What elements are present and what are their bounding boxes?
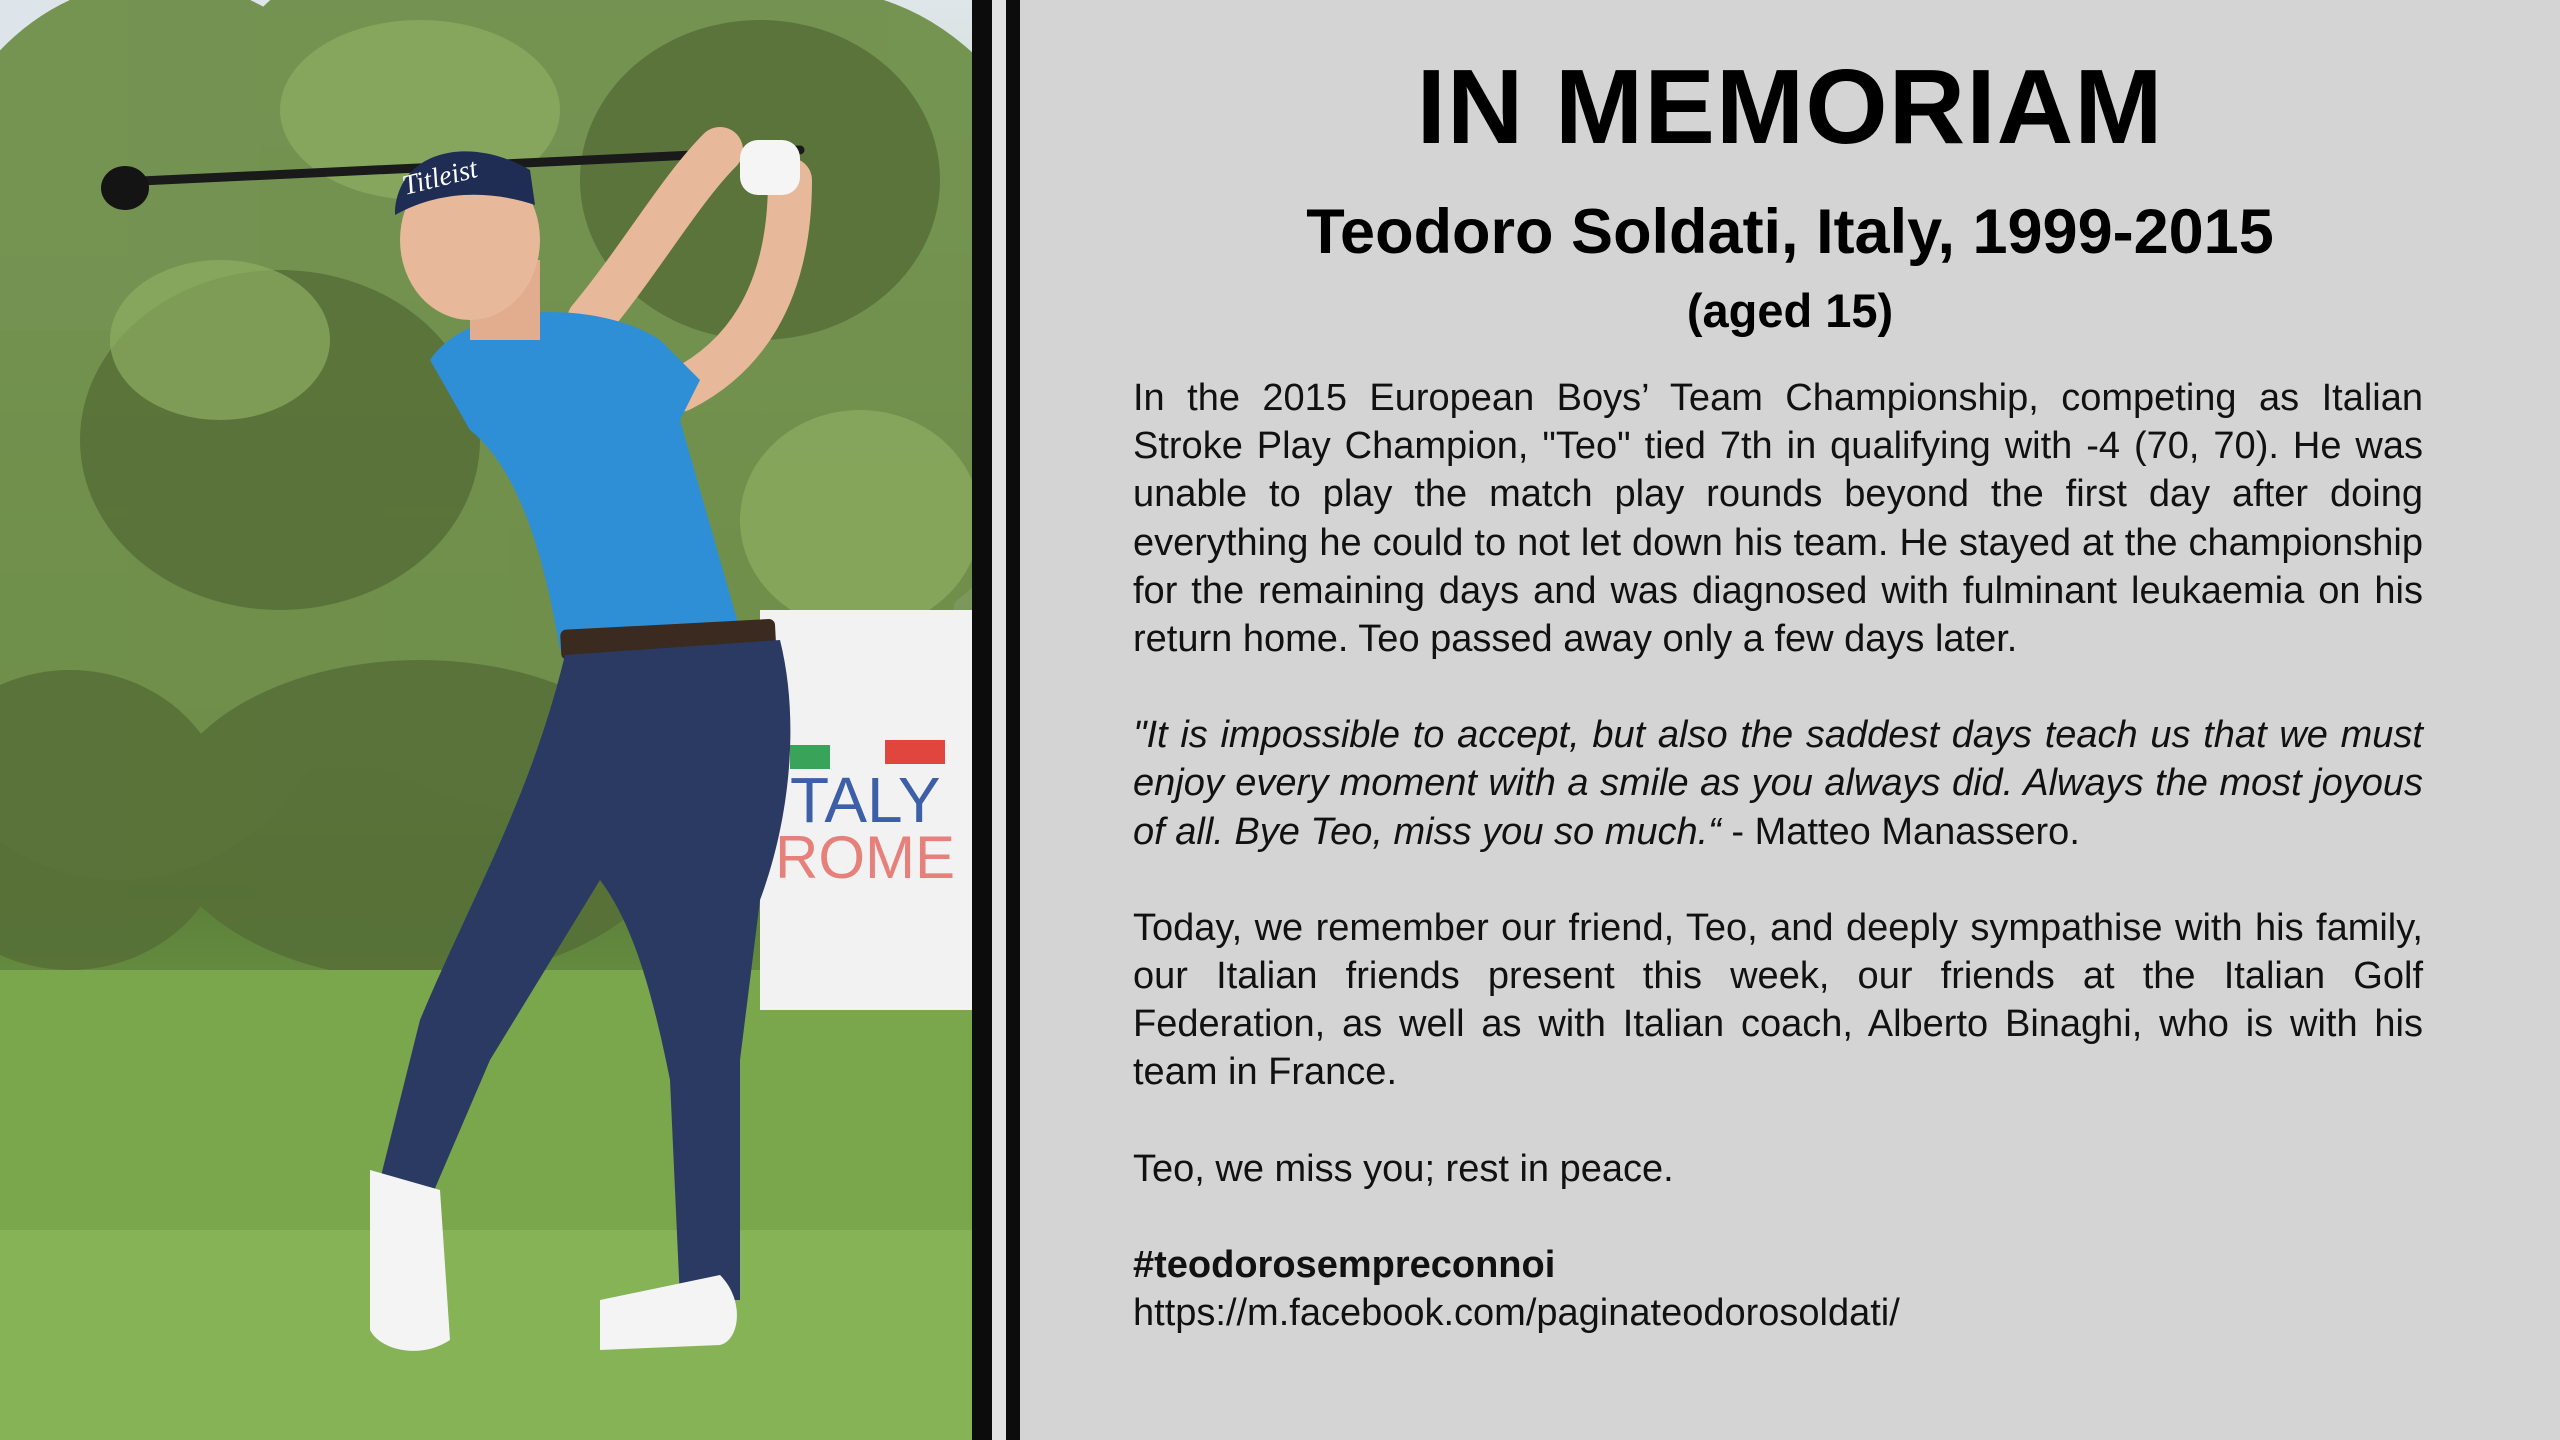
- page-title: IN MEMORIAM: [1416, 48, 2164, 166]
- paragraph-sympathy: Today, we remember our friend, Teo, and deeply sympathise with his family, our Italian friends present this week, our friends at the Italian Golf Federation, as well as with Italian coach, Alberto Binaghi, who is with his team in France.: [1133, 906, 2423, 1094]
- svg-text:Titleist: Titleist: [399, 153, 481, 202]
- paragraph-quote: [1133, 711, 2423, 856]
- memorial-subtitle: Teodoro Soldati, Italy, 1999-2015: [1306, 197, 2274, 267]
- paragraph-championship: In the 2015 European Boys’ Team Championship, competing as Italian Stroke Play Champion, "Teo" tied 7th in qualifying with -4 (70, 70). He was unable to play the match play rounds beyond the first day after doing everything he could to not let down his team. He stayed at the championship for the remaining days and was diagnosed with fulminant leukaemia on his return home. Teo passed away only a few days later.: [1133, 377, 2423, 661]
- memorial-body: [1133, 374, 2423, 1337]
- sign-text-top: TALY: [790, 764, 941, 836]
- facebook-link[interactable]: https://m.facebook.com/paginateodorosoldati/: [1133, 1292, 1900, 1335]
- hashtag[interactable]: #teodorosempreconnoi: [1133, 1243, 1556, 1286]
- golfer-illustration: [0, 0, 972, 1440]
- separator-bar-left: [972, 0, 992, 1440]
- memorial-age: (aged 15): [1686, 284, 1894, 337]
- quote-attribution: - Matteo Manassero.: [1720, 810, 2080, 853]
- sign-text-bottom: ROME: [775, 824, 955, 891]
- paragraph-farewell: Teo, we miss you; rest in peace.: [1133, 1147, 1674, 1190]
- golfer-photo: [0, 0, 972, 1440]
- memorial-text-panel: [1020, 0, 2560, 1440]
- quote-text: "It is impossible to accept, but also the saddest days teach us that we must enjoy every moment with a smile as you always did. Always the most joyous of all. Bye Teo, miss you so much.“: [1133, 714, 2423, 853]
- separator-gap: [992, 0, 1006, 1440]
- separator-bar-right: [1006, 0, 1020, 1440]
